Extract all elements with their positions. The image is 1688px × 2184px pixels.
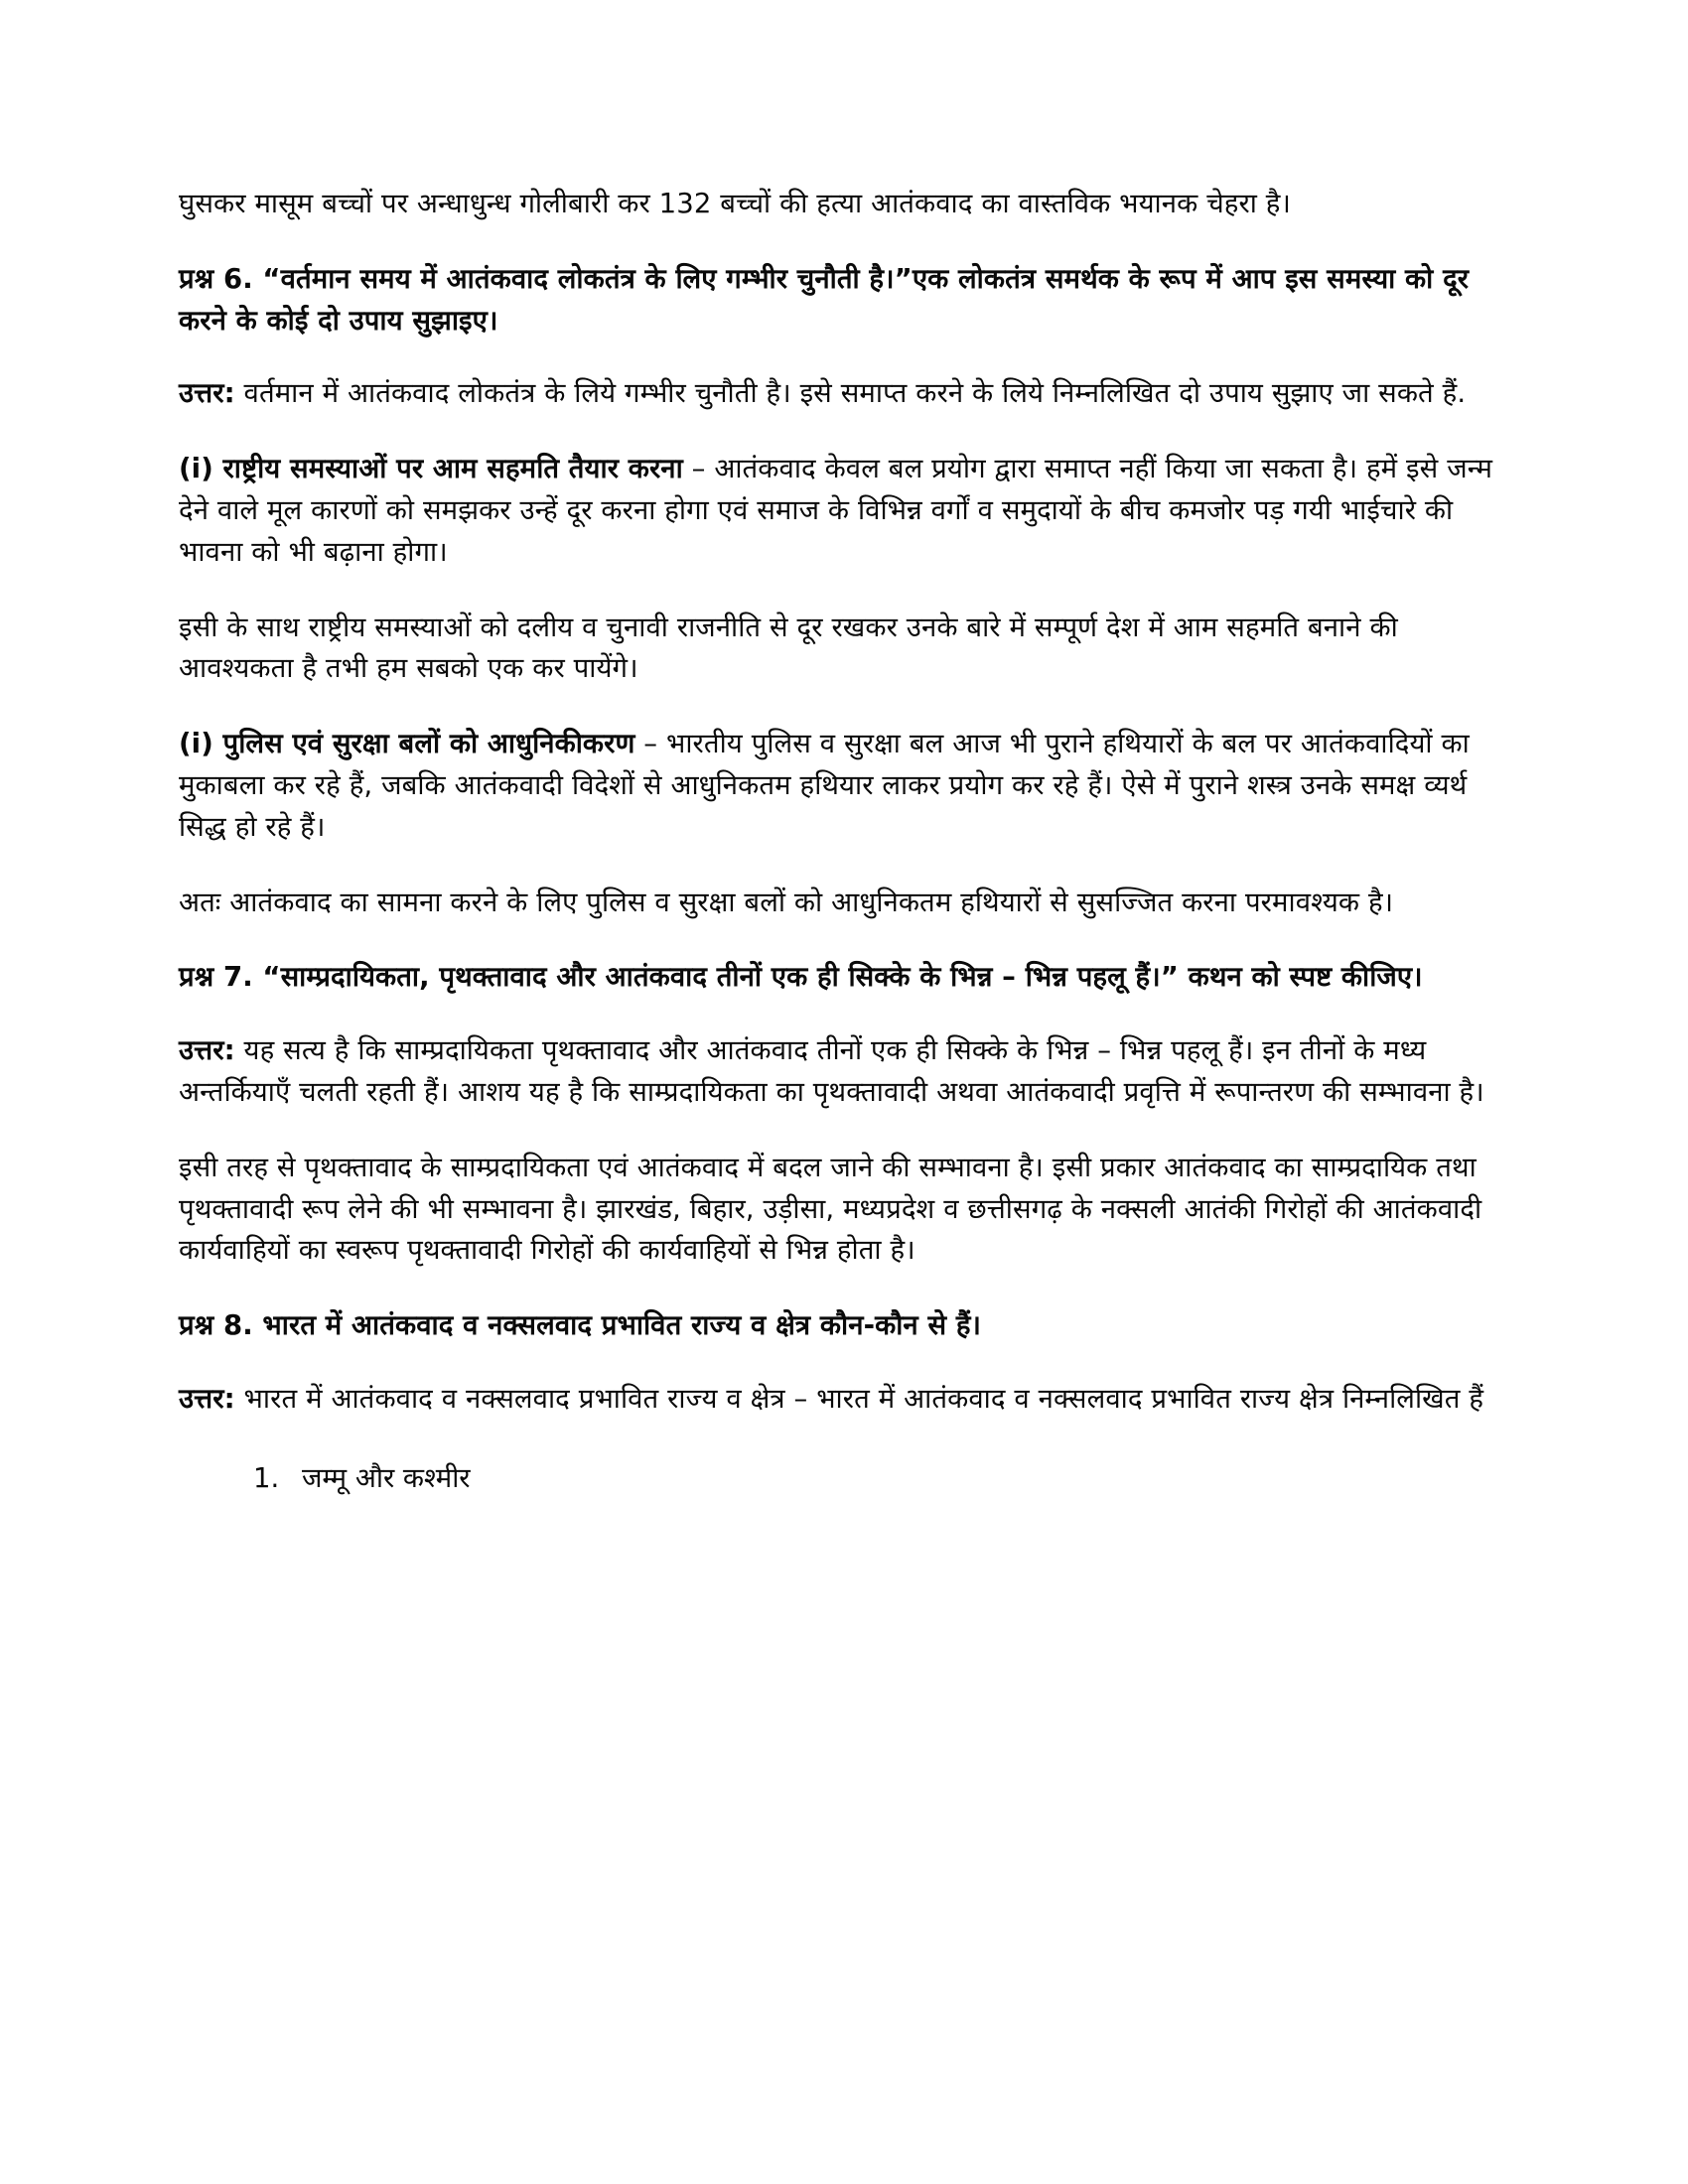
q7-extra-paragraph: इसी तरह से पृथक्तावाद के साम्प्रदायिकता एवं आतंकवाद में बदल जाने की सम्भावना है। इसी प्रकार आतंकवाद का साम्प्रदायिक तथा पृथक्तावादी रूप लेने की भी सम्भावना है। झारखंड, बिहार, उड़ीसा, मध्यप्रदेश व छत्तीसगढ़ के नक्सली आतंकी गिरोहों की आतंकवादी कार्यवाहियों का स्वरूप पृथक्तावादी गिरोहों की कार्यवाहियों से भिन्न होता है। xyxy=(179,1151,1482,1267)
answer-text-q8: भारत में आतंकवाद व नक्सलवाद प्रभावित राज्य व क्षेत्र – भारत में आतंकवाद व नक्सलवाद प्रभावित राज्य क्षेत्र निम्नलिखित हैं xyxy=(234,1382,1484,1415)
answer-text-q6: वर्तमान में आतंकवाद लोकतंत्र के लिये गम्भीर चुनौती है। इसे समाप्त करने के लिये निम्नलिखित दो उपाय सुझाए जा सकते हैं. xyxy=(234,377,1467,410)
q6-point-1-body: – आतंकवाद केवल बल प्रयोग द्वारा समाप्त नहीं किया जा सकता है। हमें इसे जन्म देने वाले मूल कारणों को समझकर उन्हें दूर करना होगा एवं समाज के विभिन्न वर्गों व समुदायों के बीच कमजोर पड़ गयी भाईचारे की भावना को भी बढ़ाना होगा। xyxy=(179,453,1493,568)
question-6-heading: प्रश्न 6. “वर्तमान समय में आतंकवाद लोकतंत्र के लिए गम्भीर चुनौती है।”एक लोकतंत्र समर्थक के रूप में आप इस समस्या को दूर करने के कोई दो उपाय सुझाइए। xyxy=(179,262,1470,337)
question-7-answer xyxy=(179,1030,1514,1114)
continued-paragraph: घुसकर मासूम बच्चों पर अन्धाधुन्ध गोलीबारी कर 132 बच्चों की हत्या आतंकवाद का वास्तविक भयानक चेहरा है। xyxy=(179,188,1291,219)
question-6-answer xyxy=(179,373,1514,415)
answer-label-q7: उत्तर: xyxy=(179,1034,235,1067)
answer-label-q8: उत्तर: xyxy=(179,1382,235,1415)
q6-point-1-followup: इसी के साथ राष्ट्रीय समस्याओं को दलीय व चुनावी राजनीति से दूर रखकर उनके बारे में सम्पूर्ण देश में आम सहमति बनाने की आवश्यकता है तभी हम सबको एक कर पायेंगे। xyxy=(179,611,1398,685)
q6-point-1 xyxy=(179,449,1514,573)
answer-text-q7: यह सत्य है कि साम्प्रदायिकता पृथक्तावाद और आतंकवाद तीनों एक ही सिक्के के भिन्न – भिन्न पहलू हैं। इन तीनों के मध्य अन्तर्किया‌एँ चलती रहती हैं। आशय यह है कि साम्प्रदायिकता का पृथक्तावादी अथवा आतंकवादी प्रवृत्ति में रूपान्तरण की सम्भावना है। xyxy=(179,1034,1484,1108)
q6-point-2-followup: अतः आतंकवाद का सामना करने के लिए पुलिस व सुरक्षा बलों को आधुनिकतम हथियारों से सुसज्जित करना परमावश्यक है। xyxy=(179,886,1394,918)
q6-point-1-title: (i) राष्ट्रीय समस्याओं पर आम सहमति तैयार करना xyxy=(179,453,683,485)
question-7-heading: प्रश्न 7. “साम्प्रदायिकता, पृथक्तावाद और आतंकवाद तीनों एक ही सिक्के के भिन्न – भिन्न पहलू हैं।” कथन को स्पष्ट कीजिए। xyxy=(179,961,1423,994)
q6-point-2-title: (i) पुलिस एवं सुरक्षा बलों को आधुनिकीकरण xyxy=(179,728,635,760)
q6-point-2 xyxy=(179,724,1514,848)
question-8-answer xyxy=(179,1379,1514,1421)
affected-states-list xyxy=(179,1458,1514,1500)
list-item: 1. जम्मू और कश्मीर xyxy=(288,1458,1514,1500)
question-8-heading: प्रश्न 8. भारत में आतंकवाद व नक्सलवाद प्रभावित राज्य व क्षेत्र कौन-कौन से हैं। xyxy=(179,1309,982,1342)
answer-label-q6: उत्तर: xyxy=(179,377,235,410)
q6-point-2-body: – भारतीय पुलिस व सुरक्षा बल आज भी पुराने हथियारों के बल पर आतंकवादियों का मुकाबला कर रहे हैं, जबकि आतंकवादी विदेशों से आधुनिकतम हथियार लाकर प्रयोग कर रहे हैं। ऐसे में पुराने शस्त्र उनके समक्ष व्यर्थ सिद्ध हो रहे हैं। xyxy=(179,728,1470,843)
